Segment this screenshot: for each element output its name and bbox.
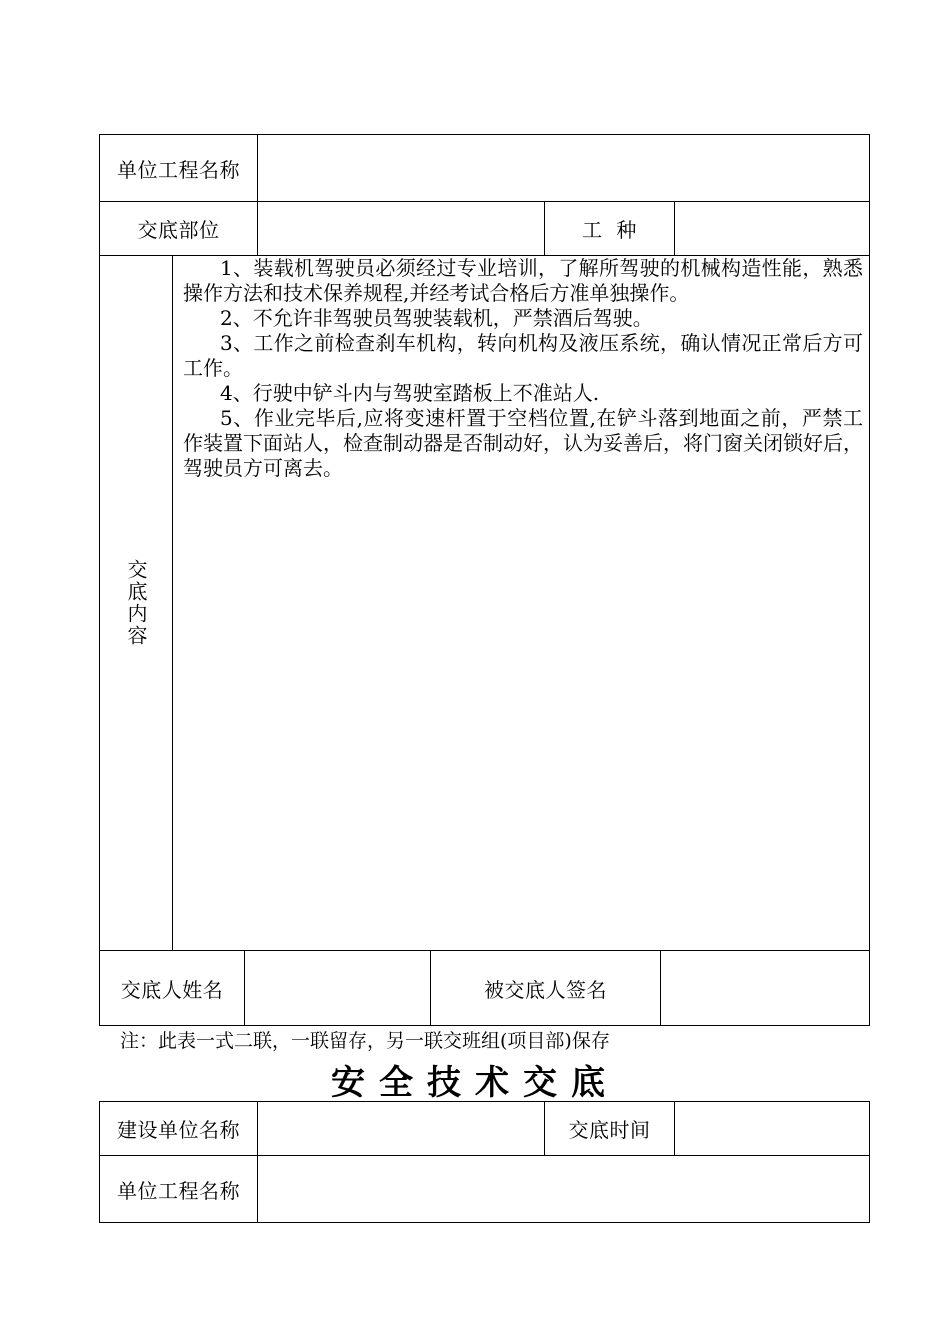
content-label xyxy=(100,256,172,950)
col-divider xyxy=(257,1101,258,1223)
work-type-label: 工 种 xyxy=(582,218,637,242)
page-title: 安全技术交底 xyxy=(331,1063,619,1103)
form-note: 注：此表一式二联，一联留存，另一联交班组(项目部)保存 xyxy=(120,1030,610,1052)
builder-name-label: 建设单位名称 xyxy=(117,1118,240,1142)
disclosure-part-field[interactable] xyxy=(259,203,543,254)
recipient-sign-field[interactable] xyxy=(662,952,868,1025)
col-divider xyxy=(257,134,258,256)
col-divider xyxy=(172,255,173,951)
content-paragraph-1: 1、装载机驾驶员必须经过专业培训，了解所驾驶的机械构造性能，熟悉操作方法和技术保养规程,并经考试合格后方准单独操作。 xyxy=(183,256,863,305)
unit-project-name-field[interactable] xyxy=(259,136,868,200)
disclosure-time-label: 交底时间 xyxy=(568,1118,651,1142)
unit-project-name-field[interactable] xyxy=(259,1157,868,1221)
unit-project-name-label: 单位工程名称 xyxy=(117,1178,240,1203)
work-type-field[interactable] xyxy=(676,203,868,254)
content-paragraph-3: 3、工作之前检查刹车机构，转向机构及液压系统，确认情况正常后方可工作。 xyxy=(183,331,863,380)
builder-name-field[interactable] xyxy=(259,1103,543,1154)
col-divider xyxy=(660,950,661,1026)
content-paragraph-5: 5、作业完毕后,应将变速杆置于空档位置,在铲斗落到地面之前，严禁工作装置下面站人，检查制动器是否制动好，认为妥善后，将门窗关闭锁好后，驾驶员方可离去。 xyxy=(183,406,863,480)
content-paragraph-2: 2、不允许非驾驶员驾驶装载机，严禁酒后驾驶。 xyxy=(220,306,653,330)
disclosure-part-label: 交底部位 xyxy=(137,218,220,242)
col-divider xyxy=(674,201,675,256)
content-label-text: 交底内容 xyxy=(124,559,148,647)
disclosure-time-field[interactable] xyxy=(676,1103,868,1154)
col-divider xyxy=(674,1101,675,1156)
discloser-name-label: 交底人姓名 xyxy=(120,978,224,1002)
content-paragraph-4: 4、行驶中铲斗内与驾驶室踏板上不准站人. xyxy=(220,381,600,405)
col-divider xyxy=(244,950,245,1026)
disclosure-content xyxy=(183,256,863,481)
discloser-name-field[interactable] xyxy=(246,952,429,1025)
recipient-sign-label: 被交底人签名 xyxy=(484,978,607,1002)
unit-project-name-label: 单位工程名称 xyxy=(117,157,240,182)
